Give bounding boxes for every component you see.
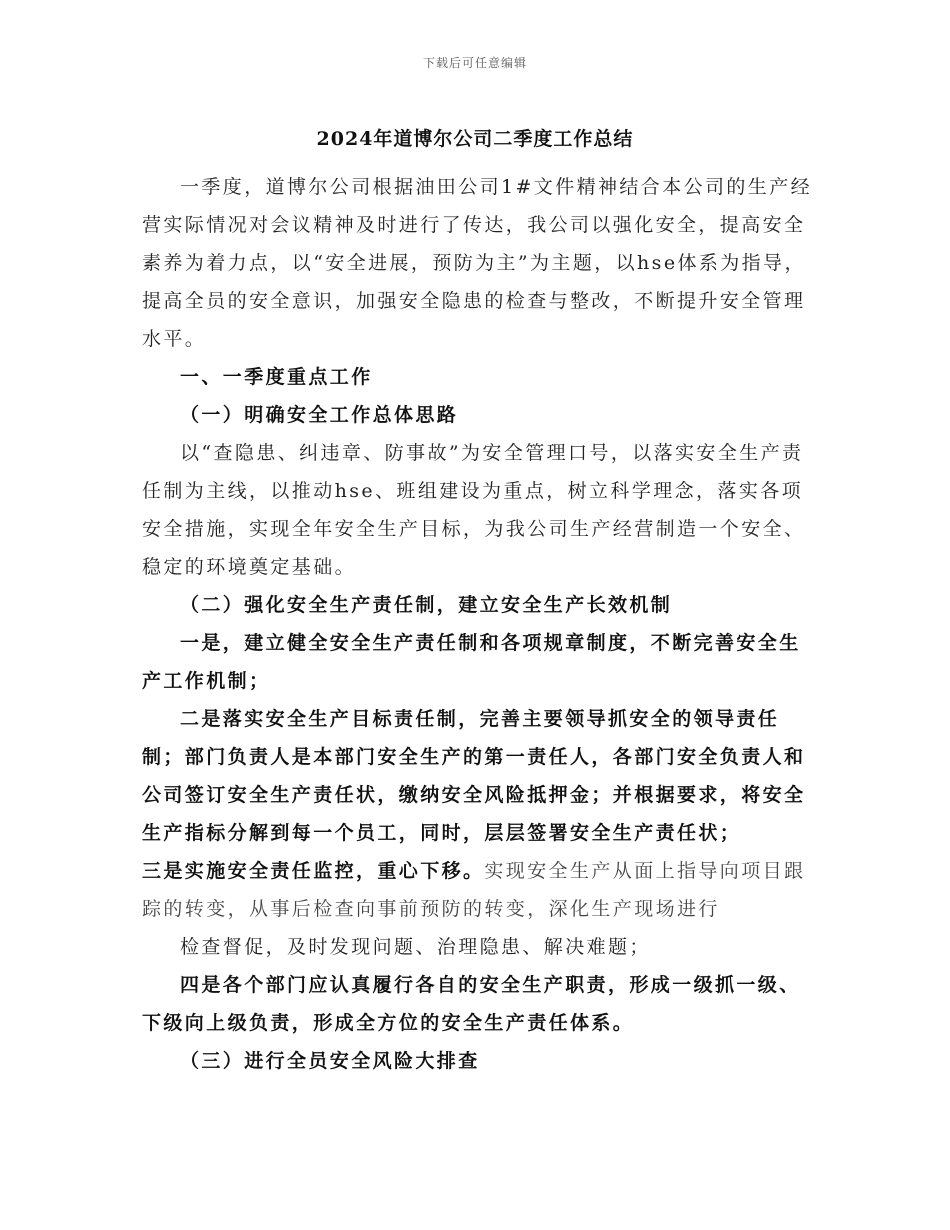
item-2-paragraph: 二是落实安全生产目标责任制，完善主要领导抓安全的领导责任制；部门负责人是本部门安全生产的第一责任人，各部门安全负责人和公司签订安全生产责任状，缴纳安全风险抵押金；并根据要求，将安全生产指标分解到每一个员工，同时，层层签署安全生产责任状； (142, 708, 806, 844)
section-heading-1: 一、一季度重点工作 (180, 366, 373, 388)
intro-paragraph: 一季度，道博尔公司根据油田公司1#文件精神结合本公司的生产经营实际情况对会议精神及时进行了传达，我公司以强化安全，提高安全素养为着力点，以“安全进展，预防为主”为主题，以hse体系为指导，提高全员的安全意识，加强安全隐患的检查与整改，不断提升安全管理水平。 (142, 176, 813, 350)
header-note: 下载后可任意编辑 (422, 56, 527, 70)
item-3-text: 实现安全生产从面上指导向项目跟踪的转变，从事后检查向事前预防的转变，深化生产现场进行 (142, 860, 806, 920)
item-3-lead: 三是实施安全责任监控，重心下移。 (142, 860, 485, 882)
item-3-continuation: 检查督促，及时发现问题、治理隐患、解决难题； (180, 936, 651, 958)
subsection-heading-3: （三）进行全员安全风险大排查 (180, 1050, 480, 1072)
item-4-paragraph: 四是各个部门应认真履行各自的安全生产职责，形成一级抓一级、下级向上级负责，形成全方位的安全生产责任体系。 (142, 974, 801, 1034)
subsection-heading-1: （一）明确安全工作总体思路 (180, 404, 459, 426)
subsection-1-paragraph: 以“查隐患、纠违章、防事故”为安全管理口号，以落实安全生产责任制为主线，以推动hse、班组建设为重点，树立科学理念，落实各项安全措施，实现全年安全生产目标，为我公司生产经营制造一个安全、稳定的环境奠定基础。 (142, 442, 806, 578)
item-1-paragraph: 一是，建立健全安全生产责任制和各项规章制度，不断完善安全生产工作机制； (142, 632, 801, 692)
document-title: 2024年道博尔公司二季度工作总结 (316, 128, 634, 150)
item-3-paragraph (142, 852, 814, 928)
document-body (142, 168, 814, 1080)
subsection-heading-2: （二）强化安全生产责任制，建立安全生产长效机制 (180, 594, 673, 616)
